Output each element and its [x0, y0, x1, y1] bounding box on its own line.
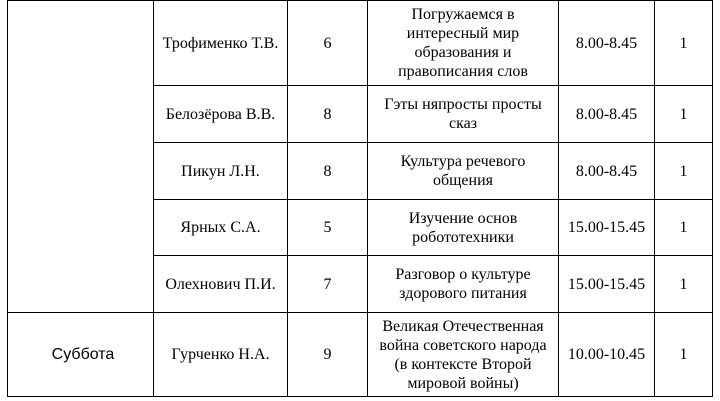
topic-cell: Гэты няпросты просты сказ: [368, 86, 559, 143]
time-cell: 8.00-8.45: [559, 143, 655, 200]
grade-cell: 8: [288, 143, 368, 200]
grade-cell: 9: [288, 313, 368, 397]
hours-cell: 1: [655, 256, 713, 313]
topic-cell: Изучение основ робототехники: [368, 200, 559, 256]
topic-cell: Погружаемся в интересный мир образования и правописания слов: [368, 1, 559, 86]
hours-cell: 1: [655, 200, 713, 256]
table-row: [8, 313, 713, 397]
topic-cell: Разговор о культуре здорового питания: [368, 256, 559, 313]
time-cell: 8.00-8.45: [559, 1, 655, 86]
hours-cell: 1: [655, 1, 713, 86]
day-cell: [8, 1, 154, 313]
topic-cell: Культура речевого общения: [368, 143, 559, 200]
grade-cell: 7: [288, 256, 368, 313]
grade-cell: 8: [288, 86, 368, 143]
grade-cell: 6: [288, 1, 368, 86]
time-cell: 8.00-8.45: [559, 86, 655, 143]
table-row: [8, 1, 713, 86]
hours-cell: 1: [655, 143, 713, 200]
hours-cell: 1: [655, 313, 713, 397]
grade-cell: 5: [288, 200, 368, 256]
hours-cell: 1: [655, 86, 713, 143]
schedule-table: [7, 0, 713, 397]
teacher-cell: Белозёрова В.В.: [154, 86, 288, 143]
teacher-cell: Пикун Л.Н.: [154, 143, 288, 200]
teacher-cell: Гурченко Н.А.: [154, 313, 288, 397]
time-cell: 15.00-15.45: [559, 256, 655, 313]
day-cell: Суббота: [8, 313, 154, 397]
teacher-cell: Ярных С.А.: [154, 200, 288, 256]
time-cell: 10.00-10.45: [559, 313, 655, 397]
teacher-cell: Трофименко Т.В.: [154, 1, 288, 86]
topic-cell: Великая Отечественная война советского народа (в контексте Второй мировой войны): [368, 313, 559, 397]
teacher-cell: Олехнович П.И.: [154, 256, 288, 313]
time-cell: 15.00-15.45: [559, 200, 655, 256]
